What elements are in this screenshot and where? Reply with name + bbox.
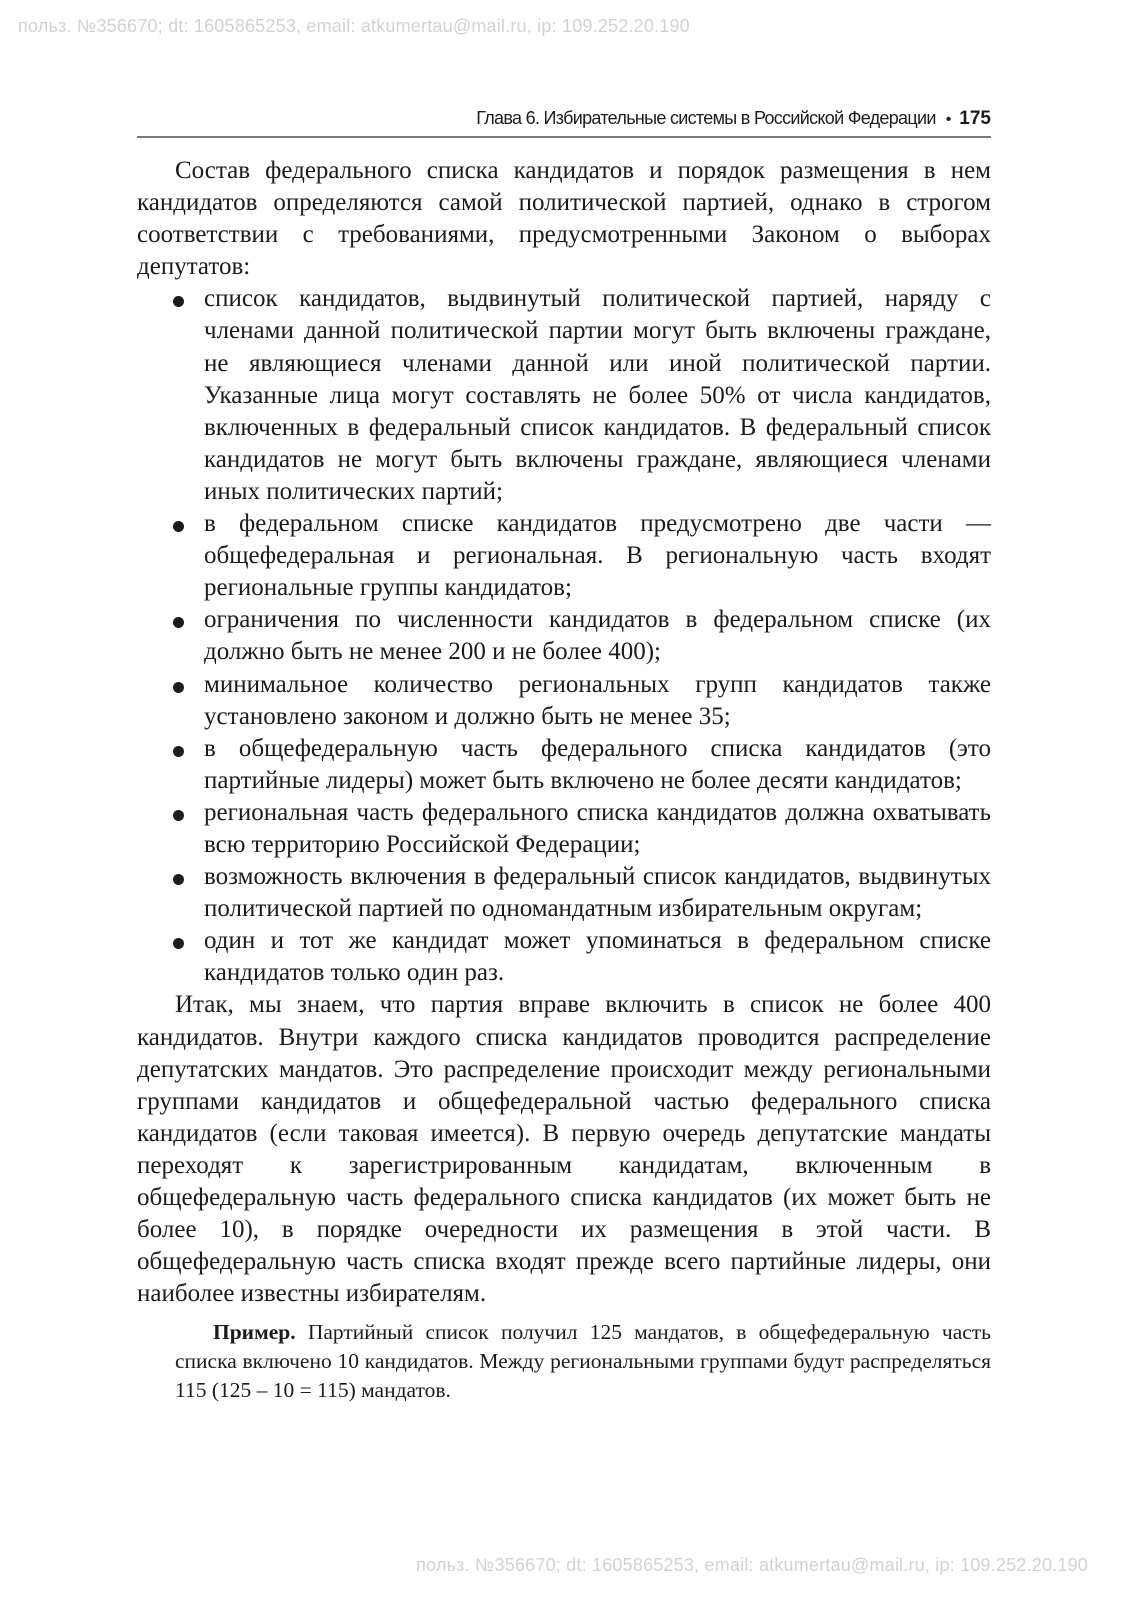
list-item xyxy=(204,733,991,797)
running-header-text xyxy=(476,108,991,130)
watermark-top: польз. №356670; dt: 1605865253, email: atkumertau@mail.ru, ip: 109.252.20.190 xyxy=(18,16,690,36)
example-block xyxy=(175,1318,991,1405)
list-item xyxy=(204,925,991,989)
list-item-text: возможность включения в федеральный список кандидатов, выдвинутых политической партией по одномандатным избирательным округам; xyxy=(204,863,991,923)
example-text: Партийный список получил 125 мандатов, в общефедеральную часть списка включено 10 кандидатов. Между региональными группами будут распределяться 115 (125 – 10 = 115) мандатов. xyxy=(175,1320,991,1403)
bullet-icon xyxy=(173,874,184,885)
list-item-text: региональная часть федерального списка кандидатов должна охватывать всю территорию Российской Федерации; xyxy=(204,798,991,858)
list-item-text: ограничения по численности кандидатов в федеральном списке (их должно быть не менее 200 и не более 400); xyxy=(204,606,991,666)
bullet-icon xyxy=(173,682,184,693)
intro-paragraph: Состав федерального списка кандидатов и порядок размещения в нем кандидатов определяются самой политической партией, однако в строгом соответствии с требованиями, предусмотренными Законом о выборах депутатов: xyxy=(137,157,991,281)
chapter-title: Глава 6. Избирательные системы в Российской Федерации xyxy=(476,108,936,128)
page-body xyxy=(137,155,991,1405)
header-separator: • xyxy=(945,111,952,128)
list-item-text: один и тот же кандидат может упоминаться в федеральном списке кандидатов только один раз. xyxy=(204,927,991,987)
list-item xyxy=(204,797,991,861)
bullet-icon xyxy=(173,746,184,757)
page-number: 175 xyxy=(959,108,991,129)
list-item xyxy=(204,669,991,733)
bullet-icon xyxy=(173,521,184,532)
list-item xyxy=(204,283,991,508)
watermark-bottom: польз. №356670; dt: 1605865253, email: atkumertau@mail.ru, ip: 109.252.20.190 xyxy=(416,1555,1088,1575)
list-item xyxy=(204,604,991,668)
body-paragraph: Итак, мы знаем, что партия вправе включить в список не более 400 кандидатов. Внутри каждого списка кандидатов проводится распределение депутатских мандатов. Это распределение происходит между региональными группами кандидатов и общефедеральной частью федерального списка кандидатов (если таковая имеется). В первую очередь депутатские мандаты переходят к зарегистрированным кандидатам, включенным в общефедеральную часть федерального списка кандидатов (их может быть не более 10), в порядке очередности их размещения в этой части. В общефедеральную часть списка входят прежде всего партийные лидеры, они наиболее известны избирателям. xyxy=(137,991,991,1308)
bullet-icon xyxy=(173,296,184,307)
list-item xyxy=(204,861,991,925)
bullet-icon xyxy=(173,810,184,821)
list-item-text: минимальное количество региональных групп кандидатов также установлено законом и должно быть не менее 35; xyxy=(204,670,991,730)
bullet-icon xyxy=(173,617,184,628)
requirements-list xyxy=(137,283,991,989)
list-item xyxy=(204,508,991,604)
list-item-text: в общефедеральную часть федерального списка кандидатов (это партийные лидеры) может быть включено не более десяти кандидатов; xyxy=(204,734,991,794)
example-label: Пример. xyxy=(213,1320,296,1345)
bullet-icon xyxy=(173,938,184,949)
list-item-text: в федеральном списке кандидатов предусмотрено две части — общефедеральная и региональная. В региональную часть входят региональные группы кандидатов; xyxy=(204,510,991,602)
list-item-text: список кандидатов, выдвинутый политической партией, наряду с членами данной политической партии могут быть включены граждане, не являющиеся членами данной или иной политической партии. Указанные лица могут составлять не более 50% от числа кандидатов, включенных в федеральный список кандидатов. В федеральный список кандидатов не могут быть включены граждане, являющиеся членами иных политических партий; xyxy=(204,285,991,505)
running-header xyxy=(137,106,991,138)
